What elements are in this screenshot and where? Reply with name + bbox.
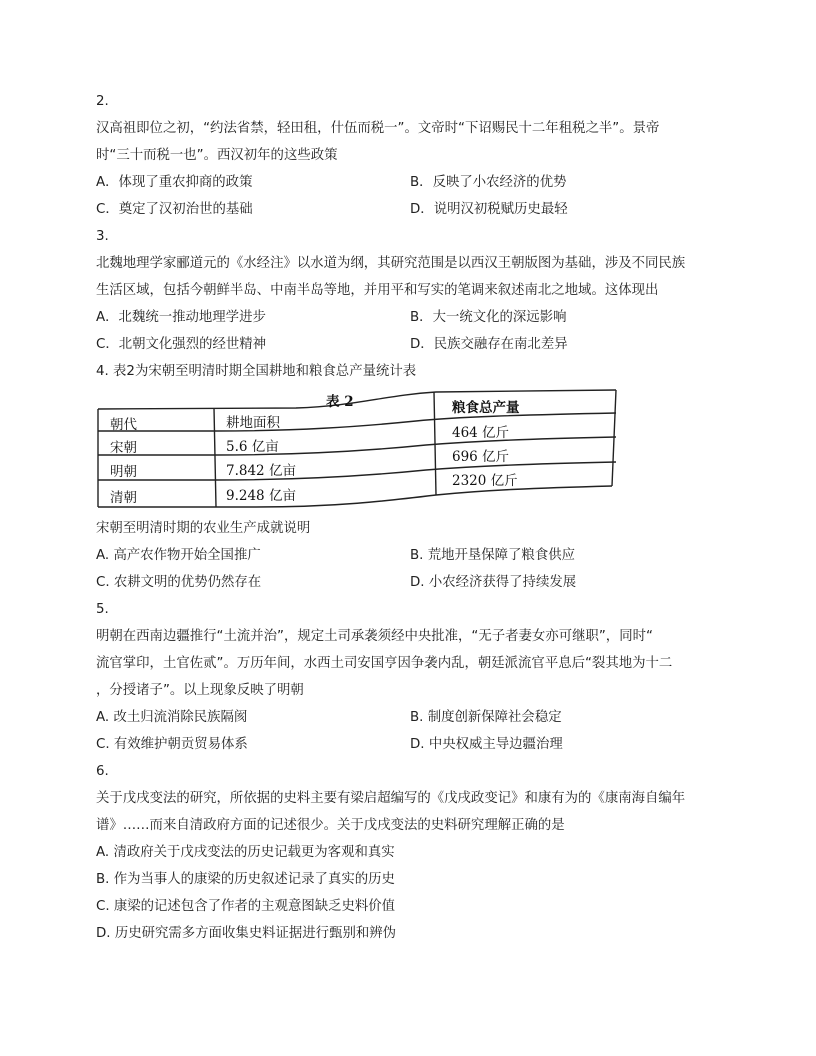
- table-header-cell: 耕地面积: [226, 415, 280, 431]
- question-stem-line: 谱》……而来自清政府方面的记述很少。关于戊戌变法的史料研究理解正确的是: [96, 818, 565, 833]
- statistics-table: [96, 387, 620, 511]
- table-cell: 清朝: [110, 490, 137, 506]
- question-stem-line: 明朝在西南边疆推行“土流并治”，规定土司承袭须经中央批准，“无子者妻女亦可继职”，同时“: [96, 629, 653, 644]
- table-cell: 9.248 亿亩: [226, 488, 296, 504]
- question-number: 2.: [96, 94, 109, 109]
- option-b: B．大一统文化的深远影响: [410, 310, 567, 325]
- option-d: D. 小农经济获得了持续发展: [410, 575, 577, 590]
- answer-options: [96, 169, 724, 223]
- table-cell: 696 亿斤: [452, 449, 510, 465]
- question-stem-line: ，分授诸子”。以上现象反映了明朝: [96, 683, 304, 698]
- question-stem-line: 时“三十而税一也”。西汉初年的这些政策: [96, 148, 338, 163]
- option-a: A．体现了重农抑商的政策: [96, 175, 253, 190]
- question-stem-line: 宋朝至明清时期的农业生产成就说明: [96, 521, 311, 536]
- answer-options: [96, 542, 724, 596]
- option-b: B. 作为当事人的康梁的历史叙述记录了真实的历史: [96, 872, 395, 887]
- exam-page: [96, 88, 724, 947]
- question-stem-line: 汉高祖即位之初，“约法省禁，轻田租，什伍而税一”。文帝时“下诏赐民十二年租税之半”。景帝: [96, 121, 660, 136]
- question-2: [96, 88, 724, 223]
- option-b: B．反映了小农经济的优势: [410, 175, 567, 190]
- table-header-cell: 朝代: [110, 417, 137, 433]
- question-5: [96, 596, 724, 758]
- question-stem-line: 生活区域，包括今朝鲜半岛、中南半岛等地，并用平和写实的笔调来叙述南北之地域。这体现出: [96, 283, 659, 298]
- table-cell: 5.6 亿亩: [226, 439, 279, 455]
- answer-options: [96, 304, 724, 358]
- option-a: A. 清政府关于戊戌变法的历史记载更为客观和真实: [96, 845, 395, 860]
- table-cell: 2320 亿斤: [452, 473, 518, 489]
- option-d: D．说明汉初税赋历史最轻: [410, 202, 568, 217]
- question-number: 6.: [96, 764, 109, 779]
- question-3: [96, 223, 724, 358]
- table-cell: 明朝: [110, 464, 137, 480]
- option-a: A. 高产农作物开始全国推广: [96, 548, 261, 563]
- option-d: D．民族交融存在南北差异: [410, 337, 568, 352]
- question-6: [96, 758, 724, 947]
- option-a: A. 改土归流消除民族隔阂: [96, 710, 248, 725]
- table-header-cell: 粮食总产量: [452, 400, 520, 416]
- option-c: C．北朝文化强烈的经世精神: [96, 337, 267, 352]
- question-4: [96, 358, 724, 596]
- answer-options: [96, 704, 724, 758]
- option-c: C．奠定了汉初治世的基础: [96, 202, 253, 217]
- table-cell: 宋朝: [110, 440, 137, 456]
- question-stem-line: 北魏地理学家郦道元的《水经注》以水道为纲，其研究范围是以西汉王朝版图为基础，涉及不同民族: [96, 256, 686, 271]
- option-c: C. 农耕文明的优势仍然存在: [96, 575, 262, 590]
- table-cell: 7.842 亿亩: [226, 463, 296, 479]
- option-d: D. 中央权威主导边疆治理: [410, 737, 563, 752]
- question-intro: 4. 表2为宋朝至明清时期全国耕地和粮食总产量统计表: [96, 364, 417, 379]
- option-b: B. 制度创新保障社会稳定: [410, 710, 562, 725]
- table-title: 表 2: [326, 394, 354, 410]
- question-number: 5.: [96, 602, 109, 617]
- question-stem-line: 关于戊戌变法的研究，所依据的史料主要有梁启超编写的《戊戌政变记》和康有为的《康南海自编年: [96, 791, 686, 806]
- option-d: D. 历史研究需多方面收集史料证据进行甄别和辨伪: [96, 926, 397, 941]
- table-cell: 464 亿斤: [452, 425, 510, 441]
- option-b: B. 荒地开垦保障了粮食供应: [410, 548, 575, 563]
- question-stem-line: 流官掌印，土官佐贰”。万历年间，水西土司安国亨因争袭内乱，朝廷派流官平息后“裂其地为十二: [96, 656, 673, 671]
- option-c: C. 康梁的记述包含了作者的主观意图缺乏史料价值: [96, 899, 396, 914]
- table-grid: [96, 387, 620, 511]
- option-c: C. 有效维护朝贡贸易体系: [96, 737, 248, 752]
- question-number: 3.: [96, 229, 109, 244]
- option-a: A．北魏统一推动地理学进步: [96, 310, 266, 325]
